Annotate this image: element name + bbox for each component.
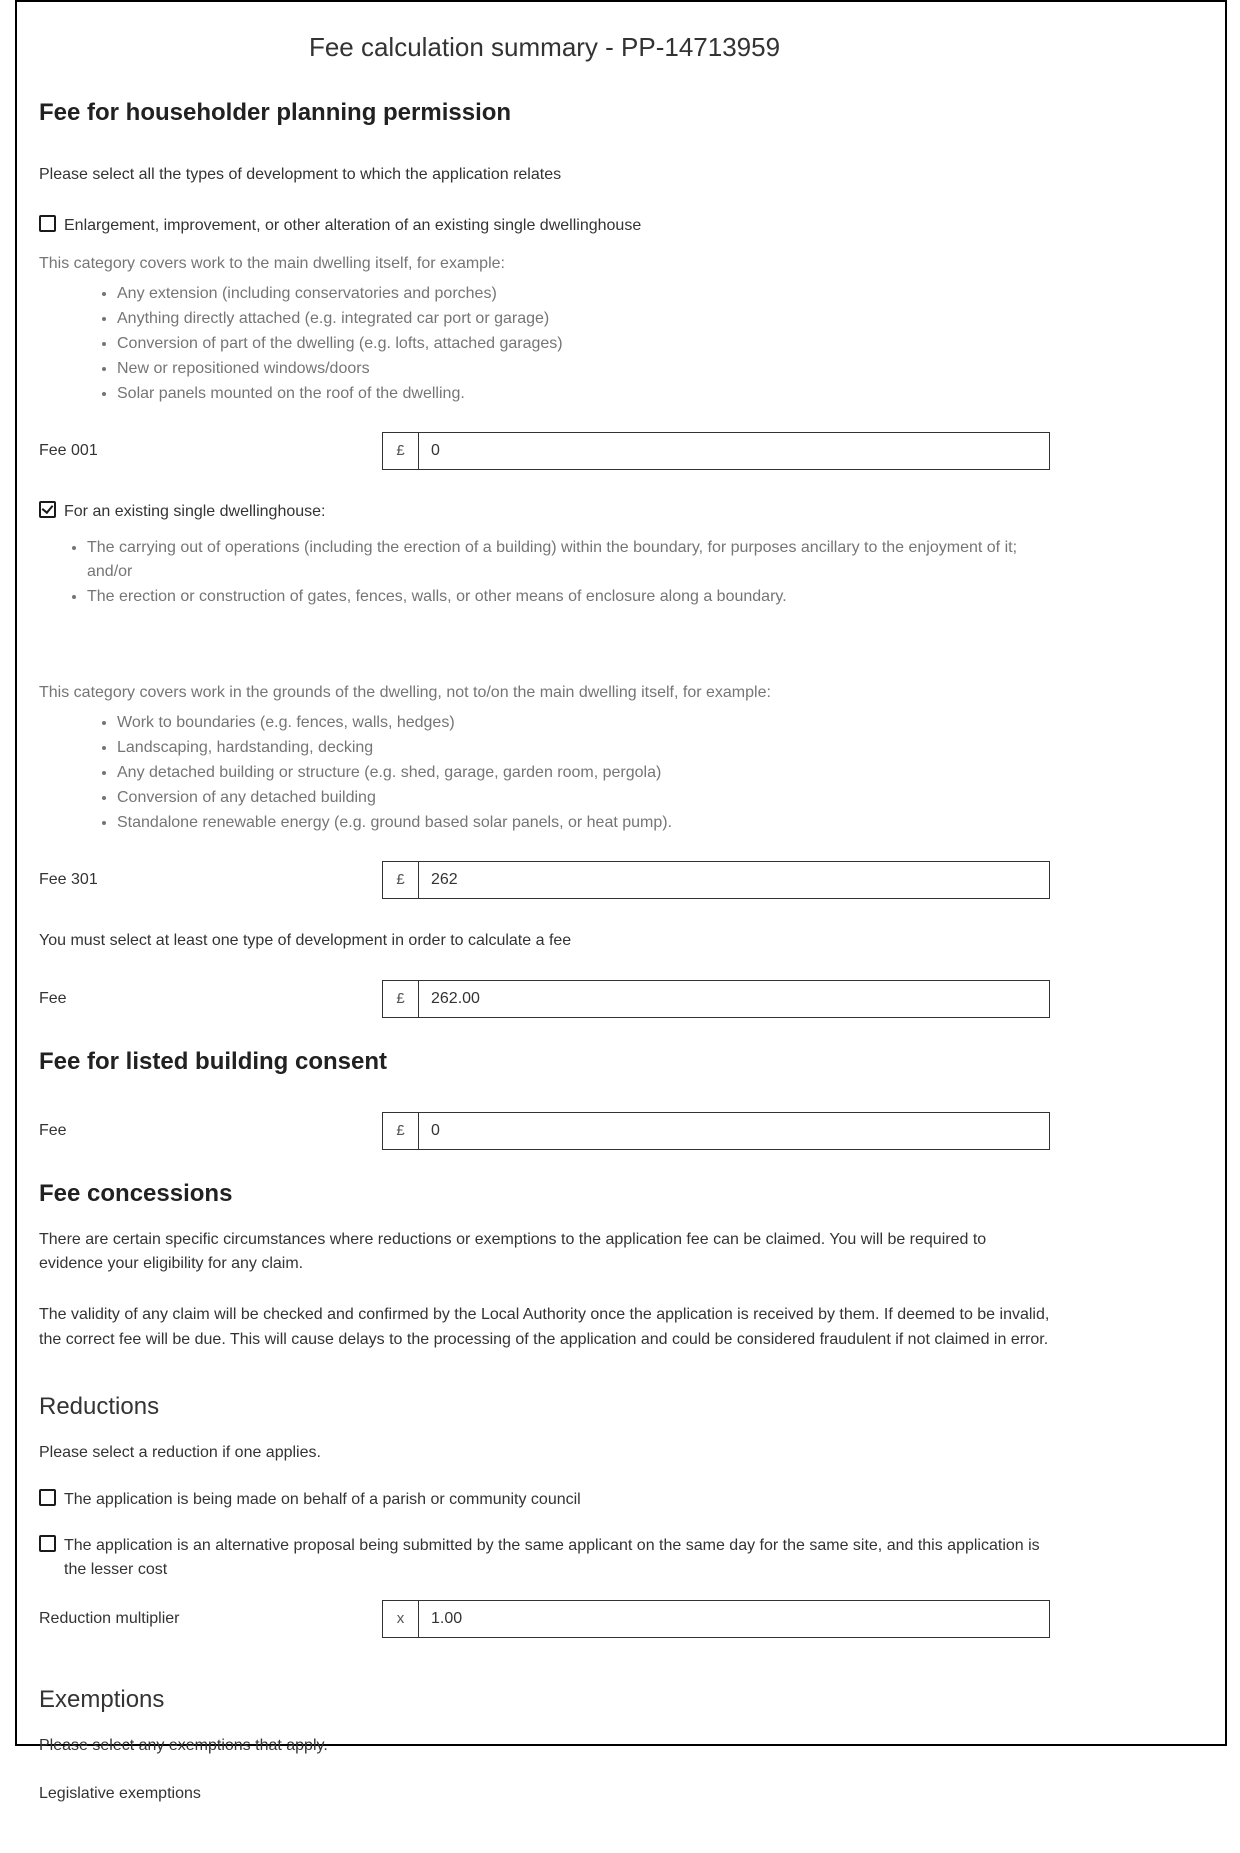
fee-001-input[interactable] — [419, 433, 1049, 469]
currency-prefix: £ — [383, 862, 419, 898]
reduction-alternative-checkbox-row[interactable] — [39, 1534, 1050, 1582]
bullet-item: • Any extension (including conservatories and porches) — [117, 282, 1050, 306]
bullet-item: • Landscaping, hardstanding, decking — [117, 736, 1050, 760]
householder-intro: Please select all the types of development to which the application relates — [39, 166, 562, 183]
multiplier-prefix: x — [383, 1601, 419, 1637]
exemptions-intro: Please select any exemptions that apply. — [39, 1736, 328, 1754]
bullet-item: • Standalone renewable energy (e.g. ground based solar panels, or heat pump). — [117, 811, 1050, 835]
bullet-item: • Conversion of any detached building — [117, 786, 1050, 810]
option1-checkbox[interactable] — [39, 215, 56, 232]
option2-checkbox-row[interactable] — [39, 500, 1050, 524]
option2-checkbox-label: For an existing single dwellinghouse: — [64, 502, 326, 520]
currency-prefix: £ — [383, 1113, 419, 1149]
bullet-item: • Any detached building or structure (e.g. shed, garage, garden room, pergola) — [117, 761, 1050, 785]
bullet-item: • The erection or construction of gates, fences, walls, or other means of enclosure along a boundary. — [87, 585, 1050, 609]
fee-001-label: Fee 001 — [39, 441, 98, 459]
concessions-paragraph-1: There are certain specific circumstances where reductions or exemptions to the application fee can be claimed. You will be required to evidence your eligibility for any claim. — [39, 1230, 987, 1273]
exemptions-heading: Exemptions — [39, 1685, 165, 1713]
listed-building-fee-input[interactable] — [419, 1113, 1049, 1149]
reduction-multiplier-row — [39, 1600, 1050, 1638]
fee-301-label: Fee 301 — [39, 870, 98, 888]
currency-prefix: £ — [383, 433, 419, 469]
reductions-heading: Reductions — [39, 1392, 160, 1420]
fee-301-input-group — [382, 861, 1050, 899]
reduction-alternative-checkbox-label: The application is an alternative proposal being submitted by the same applicant on the same day for the same site, and this application is the lesser cost — [64, 1536, 1040, 1578]
listed-building-fee-label: Fee — [39, 1121, 67, 1139]
fee-warning-text: You must select at least one type of development in order to calculate a fee — [39, 931, 572, 949]
listed-building-section-heading: Fee for listed building consent — [39, 1047, 388, 1075]
page-title: Fee calculation summary - PP-14713959 — [308, 32, 781, 62]
bullet-item: • The carrying out of operations (including the erection of a building) within the boundary, for purposes ancillary to the enjoyment of it; and/or — [87, 536, 1050, 584]
listed-building-fee-input-group — [382, 1112, 1050, 1150]
fee-001-row — [39, 432, 1050, 470]
householder-section-heading: Fee for householder planning permission — [39, 99, 512, 126]
listed-building-fee-row — [39, 1112, 1050, 1150]
legislative-exemptions-label: Legislative exemptions — [39, 1785, 201, 1803]
option2-checkbox[interactable] — [39, 501, 56, 518]
householder-total-fee-row — [39, 980, 1050, 1018]
option1-bullet-list — [39, 282, 1050, 406]
option1-checkbox-label: Enlargement, improvement, or other alteration of an existing single dwellinghouse — [64, 216, 642, 234]
bullet-item: • Conversion of part of the dwelling (e.g. lofts, attached garages) — [117, 332, 1050, 356]
fee-301-input[interactable] — [419, 862, 1049, 898]
bullet-item: • Anything directly attached (e.g. integrated car port or garage) — [117, 307, 1050, 331]
householder-total-fee-input-group — [382, 980, 1050, 1018]
option2-bullet-list-2 — [39, 711, 1050, 835]
reduction-parish-checkbox-row[interactable] — [39, 1488, 1050, 1512]
reduction-parish-checkbox[interactable] — [39, 1489, 56, 1506]
reductions-intro: Please select a reduction if one applies. — [39, 1443, 321, 1461]
reduction-multiplier-input-group — [382, 1600, 1050, 1638]
householder-total-fee-input[interactable] — [419, 981, 1049, 1017]
bullet-item: • Solar panels mounted on the roof of the dwelling. — [117, 382, 1050, 406]
reduction-parish-checkbox-label: The application is being made on behalf of a parish or community council — [64, 1490, 581, 1508]
concessions-section-heading: Fee concessions — [39, 1179, 233, 1207]
reduction-alternative-checkbox[interactable] — [39, 1535, 56, 1552]
form-page — [15, 0, 1227, 1803]
option1-description: This category covers work to the main dwelling itself, for example: — [39, 254, 505, 272]
form-content — [17, 2, 1072, 1853]
bullet-item: • New or repositioned windows/doors — [117, 357, 1050, 381]
reduction-multiplier-input[interactable] — [419, 1601, 1049, 1637]
fee-001-input-group — [382, 432, 1050, 470]
option2-description: This category covers work in the grounds of the dwelling, not to/on the main dwelling itself, for example: — [39, 683, 771, 701]
fee-301-row — [39, 861, 1050, 899]
option2-bullet-list — [39, 536, 1050, 609]
currency-prefix: £ — [383, 981, 419, 1017]
householder-total-fee-label: Fee — [39, 989, 67, 1007]
bullet-item: • Work to boundaries (e.g. fences, walls, hedges) — [117, 711, 1050, 735]
concessions-paragraph-2: The validity of any claim will be checked and confirmed by the Local Authority once the application is received by them. If deemed to be invalid, the correct fee will be due. This will cause delays to the processing of the application and could be considered fraudulent if not claimed in error. — [39, 1306, 1050, 1348]
reduction-multiplier-label: Reduction multiplier — [39, 1609, 180, 1627]
option1-checkbox-row[interactable] — [39, 214, 1050, 238]
